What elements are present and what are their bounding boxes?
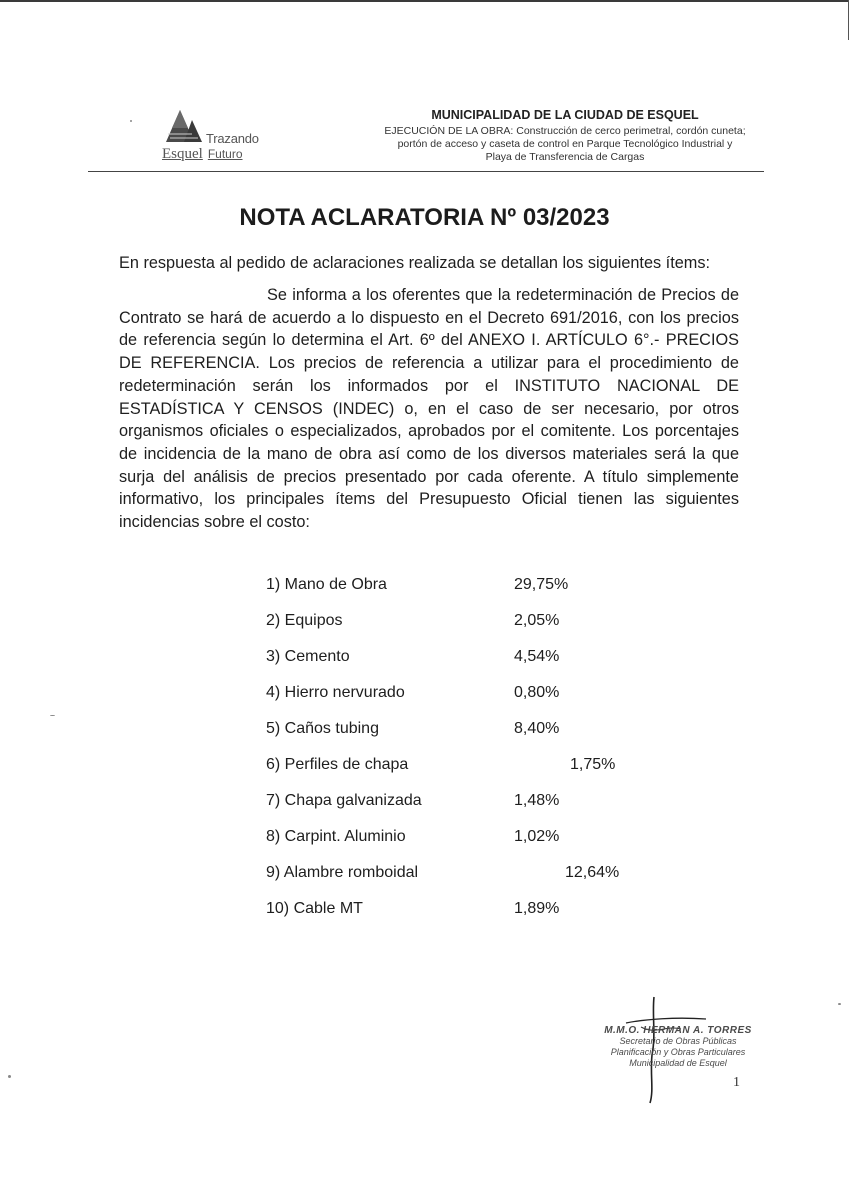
item-value: 0,80% bbox=[514, 684, 560, 701]
signatory-title: Planificación y Obras Particulares bbox=[610, 1047, 746, 1057]
item-label: 5) Caños tubing bbox=[266, 720, 379, 737]
item-label: 6) Perfiles de chapa bbox=[266, 756, 409, 773]
logo-text-esquel-futuro bbox=[162, 146, 243, 163]
signatory-title: Secretario de Obras Públicas bbox=[619, 1036, 737, 1046]
list-item bbox=[266, 790, 666, 826]
list-item bbox=[266, 898, 666, 934]
scan-speck bbox=[50, 715, 55, 716]
item-label: 7) Chapa galvanizada bbox=[266, 792, 422, 809]
signatory-name: M.M.O. HERMAN A. TORRES bbox=[604, 1025, 752, 1036]
municipality-logo bbox=[158, 108, 268, 163]
scan-top-edge bbox=[0, 0, 849, 2]
item-value: 1,02% bbox=[514, 828, 560, 845]
scan-speck bbox=[130, 120, 132, 122]
signatory-title: Municipalidad de Esquel bbox=[629, 1058, 727, 1068]
work-description-line: portón de acceso y caseta de control en Parque Tecnológico Industrial y bbox=[397, 138, 733, 150]
list-item bbox=[266, 610, 666, 646]
list-item bbox=[266, 718, 666, 754]
list-item bbox=[266, 862, 666, 898]
tree-icon bbox=[158, 108, 206, 148]
list-item bbox=[266, 646, 666, 682]
item-label: 1) Mano de Obra bbox=[266, 576, 387, 593]
item-value: 1,75% bbox=[570, 756, 616, 773]
header-divider bbox=[88, 171, 764, 172]
organization-name: MUNICIPALIDAD DE LA CIUDAD DE ESQUEL bbox=[431, 108, 699, 122]
item-value: 29,75% bbox=[514, 576, 569, 593]
work-description-line: Playa de Transferencia de Cargas bbox=[485, 151, 645, 163]
logo-text-futuro: Futuro bbox=[207, 147, 243, 161]
list-item bbox=[266, 574, 666, 610]
item-value: 4,54% bbox=[514, 648, 560, 665]
list-item bbox=[266, 682, 666, 718]
signature-stamp bbox=[598, 1025, 758, 1069]
incidence-items-list bbox=[266, 574, 666, 934]
scan-speck bbox=[8, 1075, 11, 1078]
item-value: 2,05% bbox=[514, 612, 560, 629]
document-title: NOTA ACLARATORIA Nº 03/2023 bbox=[239, 204, 610, 231]
item-label: 4) Hierro nervurado bbox=[266, 684, 405, 701]
item-label: 2) Equipos bbox=[266, 612, 343, 629]
item-label: 3) Cemento bbox=[266, 648, 350, 665]
item-value: 8,40% bbox=[514, 720, 560, 737]
page-number: 1 bbox=[733, 1075, 740, 1090]
intro-paragraph: En respuesta al pedido de aclaraciones realizada se detallan los siguientes ítems: bbox=[119, 254, 711, 272]
list-item bbox=[266, 826, 666, 862]
item-value: 1,89% bbox=[514, 900, 560, 917]
item-label: 9) Alambre romboidal bbox=[266, 864, 419, 881]
scan-speck bbox=[838, 1003, 841, 1005]
logo-text-esquel: Esquel bbox=[162, 146, 203, 162]
item-label: 10) Cable MT bbox=[266, 900, 363, 917]
item-value: 12,64% bbox=[565, 864, 620, 881]
item-value: 1,48% bbox=[514, 792, 560, 809]
logo-text-trazando: Trazando bbox=[206, 131, 259, 146]
item-label: 8) Carpint. Aluminio bbox=[266, 828, 406, 845]
body-paragraph: Se informa a los oferentes que la redeterminación de Precios de Contrato se hará de acuerdo a lo dispuesto en el Decreto 691/2016, con los precios de referencia según lo determina el Art. 6º del ANEXO I. ARTÍCULO 6°.- PRECIOS DE REFERENCIA. Los precios de referencia a utilizar para el procedimiento de redeterminación serán los informados por el INSTITUTO NACIONAL DE ESTADÍSTICA Y CENSOS (INDEC) o, en el caso de ser necesario, por otros organismos oficiales o especializados, aprobados por el comitente. Los porcentajes de incidencia de la mano de obra así como de los diversos materiales será la que surja del análisis de precios presentado por cada oferente. A título simplemente informativo, los principales ítems del Presupuesto Oficial tienen las siguientes incidencias sobre el costo: bbox=[119, 286, 739, 532]
work-description-line: EJECUCIÓN DE LA OBRA: Construcción de cerco perimetral, cordón cuneta; bbox=[384, 125, 746, 137]
list-item bbox=[266, 754, 666, 790]
document-header bbox=[360, 108, 770, 164]
